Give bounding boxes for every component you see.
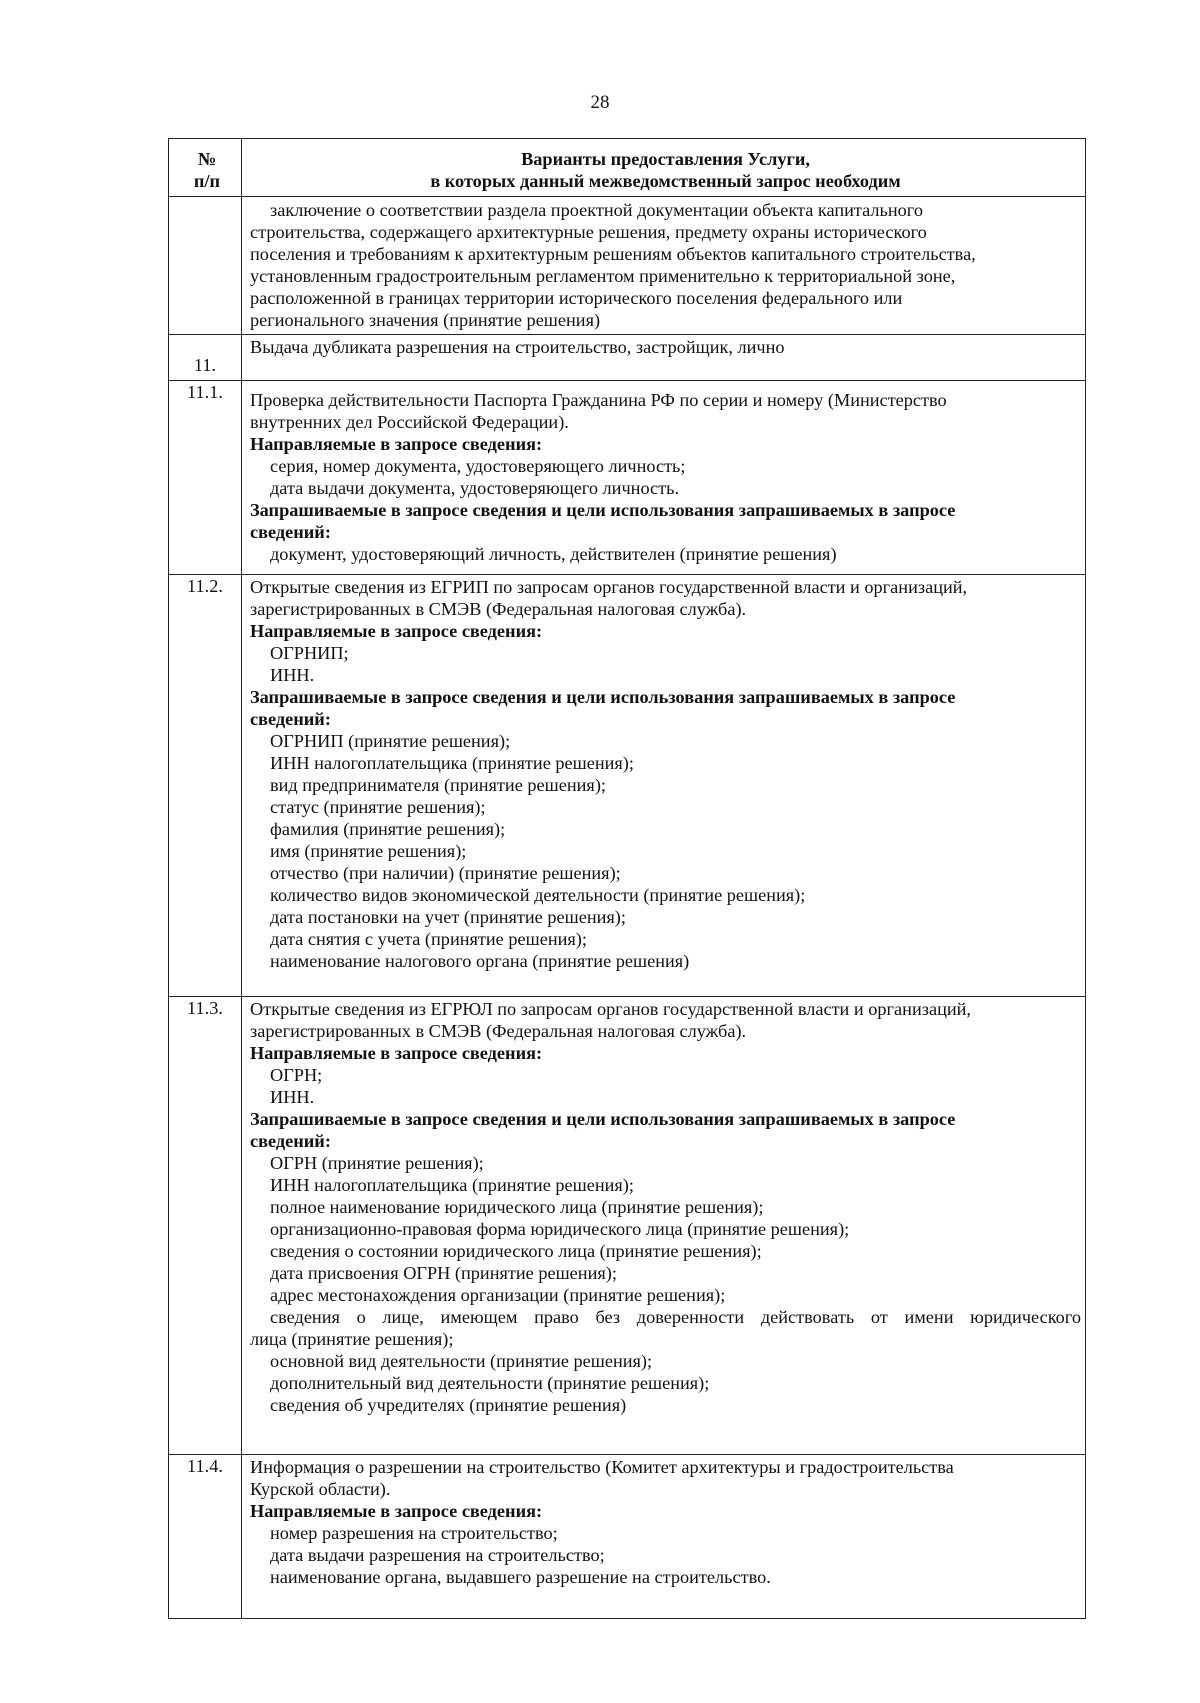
continuation-cell — [242, 197, 1086, 335]
list-item: дополнительный вид деятельности (принятие решения); — [270, 1373, 710, 1393]
list-item: адрес местонахождения организации (принятие решения); — [270, 1285, 726, 1305]
intro-text: зарегистрированных в СМЭВ (Федеральная налоговая служба). — [250, 1021, 747, 1041]
row-number-cell: 11.1. — [169, 381, 242, 575]
list-item: вид предпринимателя (принятие решения); — [270, 775, 606, 795]
list-item: ОГРН (принятие решения); — [270, 1153, 484, 1173]
row-11-text: Выдача дубликата разрешения на строительство, застройщик, лично — [250, 337, 785, 357]
intro-text: Открытые сведения из ЕГРЮЛ по запросам органов государственной власти и организаций, — [250, 999, 971, 1019]
list-item: дата присвоения ОГРН (принятие решения); — [270, 1263, 617, 1283]
continuation-line: расположенной в границах территории исторического поселения федерального или — [250, 288, 903, 308]
table-row — [169, 335, 1086, 381]
list-item: сведения об учредителях (принятие решения) — [270, 1395, 627, 1415]
requested-info-heading: сведений: — [250, 709, 331, 729]
column-header-variants — [242, 139, 1086, 197]
table-header-row — [169, 139, 1086, 197]
list-item: ОГРН; — [270, 1065, 323, 1085]
column-header-variants-line2: в которых данный межведомственный запрос необходим — [430, 171, 901, 191]
row-text-cell — [242, 335, 1086, 381]
list-item: дата выдачи документа, удостоверяющего личность. — [270, 478, 680, 498]
page-number: 28 — [590, 92, 610, 113]
requested-info-heading: сведений: — [250, 522, 331, 542]
list-item: организационно-правовая форма юридического лица (принятие решения); — [270, 1219, 850, 1239]
list-item: основной вид деятельности (принятие решения); — [270, 1351, 653, 1371]
list-item: документ, удостоверяющий личность, действителен (принятие решения) — [270, 544, 837, 564]
list-item: имя (принятие решения); — [270, 841, 467, 861]
intro-text: Курской области). — [250, 1479, 391, 1499]
row-text-cell — [242, 1455, 1086, 1619]
continuation-line: установленным градостроительным регламентом применительно к территориальной зоне, — [250, 266, 956, 286]
table-row — [169, 1455, 1086, 1619]
list-item: дата снятия с учета (принятие решения); — [270, 929, 587, 949]
list-item: ИНН. — [270, 1087, 315, 1107]
intro-text: Открытые сведения из ЕГРИП по запросам органов государственной власти и организаций, — [250, 577, 968, 597]
list-item: дата выдачи разрешения на строительство; — [270, 1545, 605, 1565]
row-text-cell — [242, 997, 1086, 1455]
list-item: наименование органа, выдавшего разрешение на строительство. — [270, 1567, 771, 1587]
requested-info-heading: Запрашиваемые в запросе сведения и цели использования запрашиваемых в запросе — [250, 500, 956, 520]
list-item: номер разрешения на строительство; — [270, 1523, 558, 1543]
intro-text: внутренних дел Российской Федерации). — [250, 412, 569, 432]
requested-info-heading: сведений: — [250, 1131, 331, 1151]
row-text-cell — [242, 381, 1086, 575]
list-item: отчество (при наличии) (принятие решения); — [270, 863, 621, 883]
list-item: наименование налогового органа (принятие решения) — [270, 951, 690, 971]
list-item: ИНН. — [270, 665, 315, 685]
list-item-continuation: лица (принятие решения); — [250, 1329, 454, 1349]
list-item: полное наименование юридического лица (принятие решения); — [270, 1197, 764, 1217]
list-item: сведения о состоянии юридического лица (принятие решения); — [270, 1241, 762, 1261]
list-item: количество видов экономической деятельности (принятие решения); — [270, 885, 806, 905]
continuation-line: регионального значения (принятие решения) — [250, 310, 601, 330]
intro-text: Проверка действительности Паспорта Гражданина РФ по серии и номеру (Министерство — [250, 390, 947, 410]
table-row — [169, 197, 1086, 335]
row-text-cell — [242, 575, 1086, 997]
list-item: сведения о лице, имеющем право без доверенности действовать от имени юридического — [270, 1307, 1081, 1327]
intro-text: зарегистрированных в СМЭВ (Федеральная налоговая служба). — [250, 599, 747, 619]
list-item: фамилия (принятие решения); — [270, 819, 506, 839]
table-row — [169, 575, 1086, 997]
requested-info-heading: Запрашиваемые в запросе сведения и цели использования запрашиваемых в запросе — [250, 1109, 956, 1129]
column-header-number-line1: № — [197, 149, 217, 169]
row-number-cell: 11.4. — [169, 1455, 242, 1619]
sent-info-heading: Направляемые в запросе сведения: — [250, 1501, 543, 1521]
column-header-number-line2: п/п — [193, 171, 221, 191]
list-item: дата постановки на учет (принятие решения); — [270, 907, 626, 927]
sent-info-heading: Направляемые в запросе сведения: — [250, 621, 543, 641]
list-item: статус (принятие решения); — [270, 797, 486, 817]
requests-table — [168, 138, 1086, 1619]
table-row — [169, 381, 1086, 575]
sent-info-heading: Направляемые в запросе сведения: — [250, 1043, 543, 1063]
continuation-line: поселения и требованиям к архитектурным решениям объектов капитального строительства, — [250, 244, 976, 264]
list-item: серия, номер документа, удостоверяющего личность; — [270, 456, 686, 476]
sent-info-heading: Направляемые в запросе сведения: — [250, 434, 543, 454]
list-item: ОГРНИП (принятие решения); — [270, 731, 511, 751]
column-header-variants-line1: Варианты предоставления Услуги, — [521, 149, 810, 169]
row-number-cell: 11.3. — [169, 997, 242, 1455]
row-number-cell: 11.2. — [169, 575, 242, 997]
continuation-line: заключение о соответствии раздела проектной документации объекта капитального — [270, 200, 923, 220]
requested-info-heading: Запрашиваемые в запросе сведения и цели использования запрашиваемых в запросе — [250, 687, 956, 707]
continuation-line: строительства, содержащего архитектурные решения, предмету охраны исторического — [250, 222, 927, 242]
row-number-cell — [169, 197, 242, 335]
list-item: ИНН налогоплательщика (принятие решения); — [270, 753, 634, 773]
row-number-cell: 11. — [169, 335, 242, 381]
table-row — [169, 997, 1086, 1455]
list-item: ИНН налогоплательщика (принятие решения); — [270, 1175, 634, 1195]
list-item: ОГРНИП; — [270, 643, 349, 663]
intro-text: Информация о разрешении на строительство (Комитет архитектуры и градостроительства — [250, 1457, 954, 1477]
column-header-number — [169, 139, 242, 197]
